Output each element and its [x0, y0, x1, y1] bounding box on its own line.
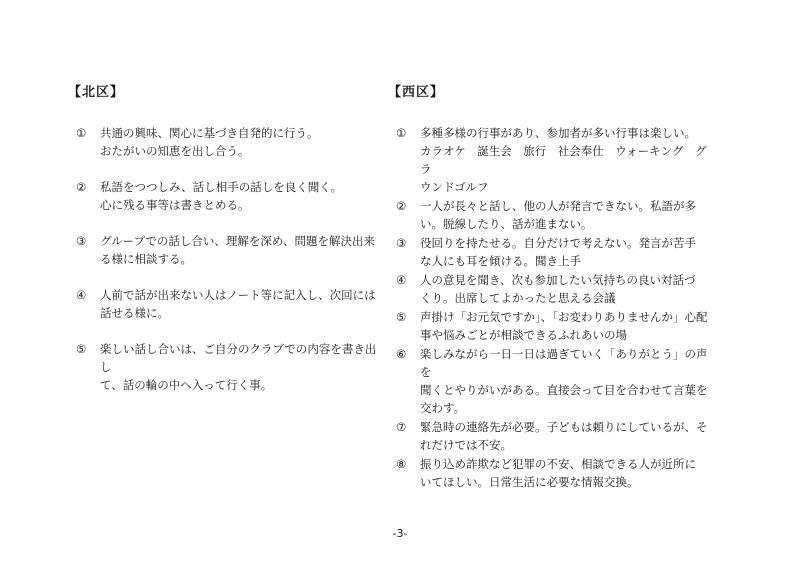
north-item-5 [68, 340, 383, 394]
north-item-2 [68, 178, 383, 214]
west-item-1-text: 多種多様の行事があり、参加者が多い行事は楽しい。 カラオケ 誕生会 旅行 社会奉仕 ウォーキング グラ ウンドゴルフ [420, 126, 707, 194]
north-item-4-text: 人前で話が出来ない人はノート等に記入し、次回には 話せる様に。 [100, 288, 376, 320]
west-item-8-number: ⑧ [396, 457, 407, 471]
west-item-5-text: 声掛け「お元気ですか」、「お変わりありませんか」心配 事や悩みごとが相談できるふれあいの場 [420, 310, 708, 342]
west-item-4-text: 人の意見を聞き、次も参加したい気持ちの良い対話づ くり。出席してよかったと思える会議 [420, 273, 696, 305]
west-item-1-number: ① [396, 126, 407, 140]
west-item-1 [388, 124, 708, 196]
west-item-7 [388, 418, 708, 454]
north-item-2-text: 私語をつつしみ、話し相手の話しを良く聞く。 心に残る事等は書きとめる。 [100, 180, 342, 212]
west-item-5-number: ⑤ [396, 310, 407, 324]
north-item-1 [68, 124, 383, 160]
west-item-3 [388, 234, 708, 270]
north-item-1-number: ① [76, 126, 87, 140]
west-item-3-text: 役回りを持たせる。自分だけで考えない。発言が苦手 な人にも耳を傾ける。聞き上手 [420, 236, 696, 268]
north-item-5-text: 楽しい話し合いは、ご自分のクラブでの内容を書き出し て、話の輪の中へ入って行く事。 [100, 342, 377, 392]
north-item-5-number: ⑤ [76, 342, 87, 356]
north-item-3-number: ③ [76, 234, 87, 248]
west-item-6-text: 楽しみながら一日一日は過ぎていく「ありがとう」の声を 聞くとやりがいがある。直接会って目を合わせて言葉を 交わす。 [420, 347, 708, 415]
west-item-8-text: 振り込め詐欺など犯罪の不安、相談できる人が近所に いてほしい。日常生活に必要な情報交換。 [420, 457, 696, 489]
west-item-7-number: ⑦ [396, 420, 407, 434]
north-item-3-text: グループでの話し合い、理解を深め、問題を解決出来 る様に相談する。 [100, 234, 375, 266]
north-ward-heading: 【北区】 [68, 85, 125, 100]
west-item-2-text: 一人が長々と話し、他の人が発言できない。私語が多 い。脱線したり、話が進まない。 [420, 199, 696, 231]
north-item-4-number: ④ [76, 288, 87, 302]
north-item-1-text: 共通の興味、関心に基づき自発的に行う。 おたがいの知恵を出し合う。 [100, 126, 319, 158]
west-item-8 [388, 455, 708, 491]
west-item-2 [388, 197, 708, 233]
north-item-3 [68, 232, 383, 268]
west-item-6-number: ⑥ [396, 347, 407, 361]
west-item-6 [388, 345, 708, 417]
west-item-4-number: ④ [396, 273, 407, 287]
west-item-4 [388, 271, 708, 307]
north-ward-column [68, 84, 383, 412]
north-item-2-number: ② [76, 180, 87, 194]
page-number: -3- [392, 527, 408, 540]
west-ward-heading: 【西区】 [388, 85, 445, 100]
west-ward-column [388, 84, 708, 492]
west-item-7-text: 緊急時の連絡先が必要。子どもは頼りにしているが、そ れだけでは不安。 [420, 420, 708, 452]
west-item-5 [388, 308, 708, 344]
west-item-3-number: ③ [396, 236, 407, 250]
north-item-4 [68, 286, 383, 322]
west-item-2-number: ② [396, 199, 407, 213]
